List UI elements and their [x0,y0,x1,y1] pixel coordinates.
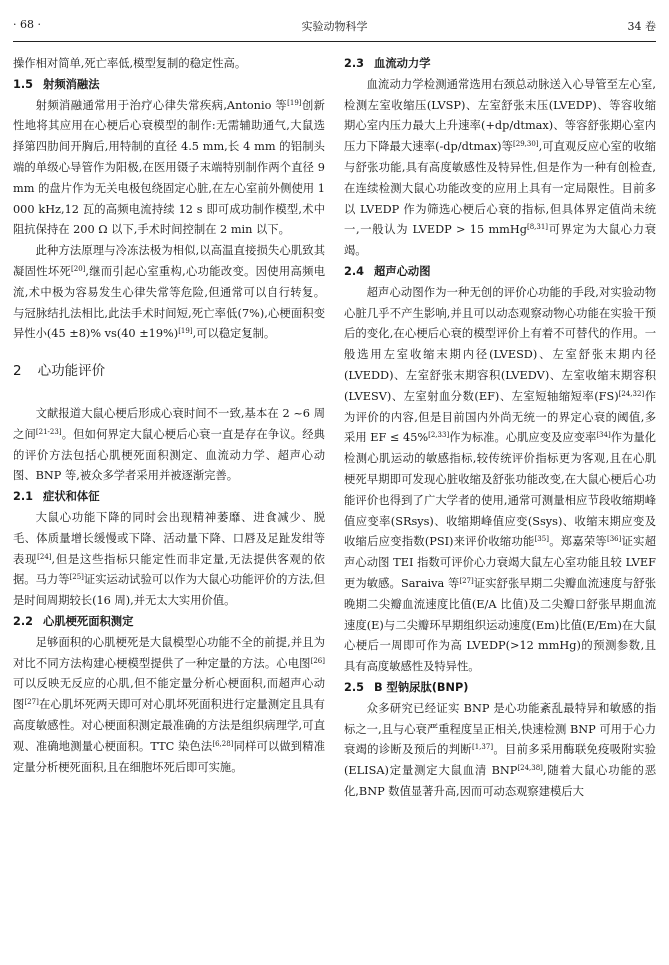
citation: [19] [287,98,302,107]
paragraph: 射频消融通常用于治疗心律失常疾病,Antonio 等[19]创新性地将其应用在心梗后心衰模型的制作:无需辅助通气,大鼠选择第四肋间开胸后,用特制的直径 4.5 mm,长 4 mm 的铝制头端的单级心导管作为阳极,在医用镊子末端特别制作两个直径 9 mm 的盘片作为无关电极包绕固定心脏,在左心室前外侧使用 1 000 kHz,12 瓦的高频电流持续 12 s 即可成功制作模型,术中阻抗保持在 200 Ω 以下,手术时间控制在 2 min 以下。 [13,98,325,237]
section-heading-2: 2 心功能评价 [13,363,106,380]
citation: [2,33] [428,431,450,440]
volume-label: 34 卷 [627,20,656,33]
page-number: · 68 · [13,18,41,31]
citation: [27] [24,698,39,707]
section-heading-2-3: 2.3 血流动力学 [344,57,431,70]
citation: [36] [606,535,622,544]
section-heading-1-5: 1.5 射频消融法 [13,77,100,91]
citation: [34] [596,431,611,440]
section-heading-2-4: 2.4 超声心动图 [344,264,431,278]
citation: [24] [37,552,52,561]
paragraph: 众多研究已经证实 BNP 是心功能紊乱最特异和敏感的指标之一,且与心衰严重程度呈正相关,快速检测 BNP 可用于心力衰竭的诊断及预后的判断[1,37]。目前多采用酶联免疫吸附实验(ELISA)定量测定大鼠血清 BNP[24,38],随着大鼠心功能的恶化,BNP 数值显著升高,因而可动态观察建模后大 [344,701,657,798]
header-rule [13,41,656,42]
citation: [8,31] [526,223,549,232]
citation: [6,28] [212,739,234,748]
page-header [13,16,656,40]
paragraph: 大鼠心功能下降的同时会出现精神萎靡、进食减少、脱毛、体质量增长缓慢或下降、活动量下降、口唇及足趾发绀等表现[24],但是这些指标只能定性而非定量,无法提供客观的依据。马力等[25]证实运动试验可以作为大鼠心功能评价的方法,但是时间周期较长(16 周),并无太大实用价值。 [13,510,325,608]
citation: [1,37] [472,743,494,752]
paragraph: 文献报道大鼠心梗后形成心衰时间不一致,基本在 2 ~6 周之间[21-23]。但如何界定大鼠心梗后心衰一直是存在争议。经典的评价方法包括心肌梗死面积测定、血流动力学、超声心动图、BNP 等,被众多学者采用并被逐渐完善。 [13,406,325,483]
paragraph: 此种方法原理与冷冻法极为相似,以高温直接损失心肌致其凝固性坏死[20],继而引起心室重构,心功能改变。因使用高频电流,术中极为容易发生心律失常等危险,但通常可以自行转复。与冠脉结扎法相比,此法手术时间短,死亡率低(7%),心梗面积变异性小(45 ±8)% vs(40 ±19%)[19],可以稳定复制。 [13,244,325,341]
paragraph: 操作相对简单,死亡率低,模型复制的稳定性高。 [13,57,247,70]
citation: [25] [69,573,84,582]
paragraph: 超声心动图作为一种无创的评价心功能的手段,对实验动物心脏几乎不产生影响,并且可以动态观察动物心功能在实验干预后的变化,在心梗后心衰的模型评价上有着不可替代的作用。一般选用左室收缩末期内径(LVESD)、左室舒张末期内径(LVEDD)、左室舒张末期容积(LVEDV)、左室收缩末期容积(LVESV)、左室射血分数(EF)、左室短轴缩短率(FS)[24,32]作为评价的内容,但是目前国内外尚无统一的界定心衰的阈值,多采用 EF ≤ 45%[2,33]作为标准。心肌应变及应变率[34]作为量化检测心肌运动的敏感指标,较传统评价指标更为客观,且在心肌梗死早期即可发现心脏收缩及舒张功能改变,在大鼠心梗后心功能评价也得到了广大学者的使用,通常可测量相应节段收缩期峰值应变率(SRsys)、收缩期峰值应变(Ssys)、收缩末期应变及收缩后应变指数(PSI)来评价收缩功能[35]。郑嘉荣等[36]证实超声心动图 TEI 指数可评价心力衰竭大鼠左心室功能且较 LVEF 更为敏感。Saraiva 等[27]证实舒张早期二尖瓣血流速度与舒张晚期二尖瓣血流速度比值(E/A 比值)及二尖瓣口舒张早期血流速度(E)与二尖瓣环早期组织运动速度(Em)比值(E/Em)在大鼠心梗后一周即可作为高 LVEDP(>12 mmHg)的预测参数,且具有高度敏感性及特异性。 [344,285,656,674]
section-heading-2-1: 2.1 症状和体征 [13,490,100,504]
journal-title: 实验动物科学 [301,20,368,33]
paragraph: 血流动力学检测通常选用右颈总动脉送入心导管至左心室,检测左室收缩压(LVSP)、左室舒张末压(LVEDP)、等容收缩期心室内压力最大上升速率(+dp/dtmax)、等容舒张期心室内压力下降最大速率(-dp/dtmax)等[29,30],可直观反应心室的收缩与舒张功能,具有高度敏感性及特异性,但是作为一种有创检查,在连续检测大鼠心功能改变的应用上具有一定局限性。目前多以 LVEDP 作为筛选心梗后心衰的指标,但具体界定值尚未统一,一般认为 LVEDP > 15 mmHg[8,31]可界定为大鼠心力衰竭。 [344,77,656,258]
citation: [21-23] [35,427,62,436]
citation: [24,38] [517,764,543,773]
citation: [35] [534,535,549,544]
section-heading-2-5: 2.5 B 型钠尿肽(BNP) [344,680,469,694]
citation: [26] [310,656,325,665]
citation: [27] [459,576,474,585]
citation: [24,32] [618,389,645,398]
left-column [13,54,325,778]
right-column [344,54,656,803]
citation: [29,30] [513,140,539,149]
section-heading-2-2: 2.2 心肌梗死面积测定 [13,614,134,628]
citation: [20] [71,264,86,273]
citation: [19] [178,327,193,336]
paragraph: 足够面积的心肌梗死是大鼠模型心功能不全的前提,并且为对比不同方法构建心梗模型提供了一种定量的方法。心电图[26]可以反映无反应的心肌,但不能定量分析心梗面积,而超声心动图[27]在心肌坏死两天即可对心肌坏死面积进行定量测定且具有高度敏感性。对心梗面积测定最准确的方法是组织病理学,可直观、准确地测量心梗面积。TTC 染色法[6,28]同样可以做到精准定量分析梗死面积,且在细胞坏死后即可实施。 [13,635,325,774]
